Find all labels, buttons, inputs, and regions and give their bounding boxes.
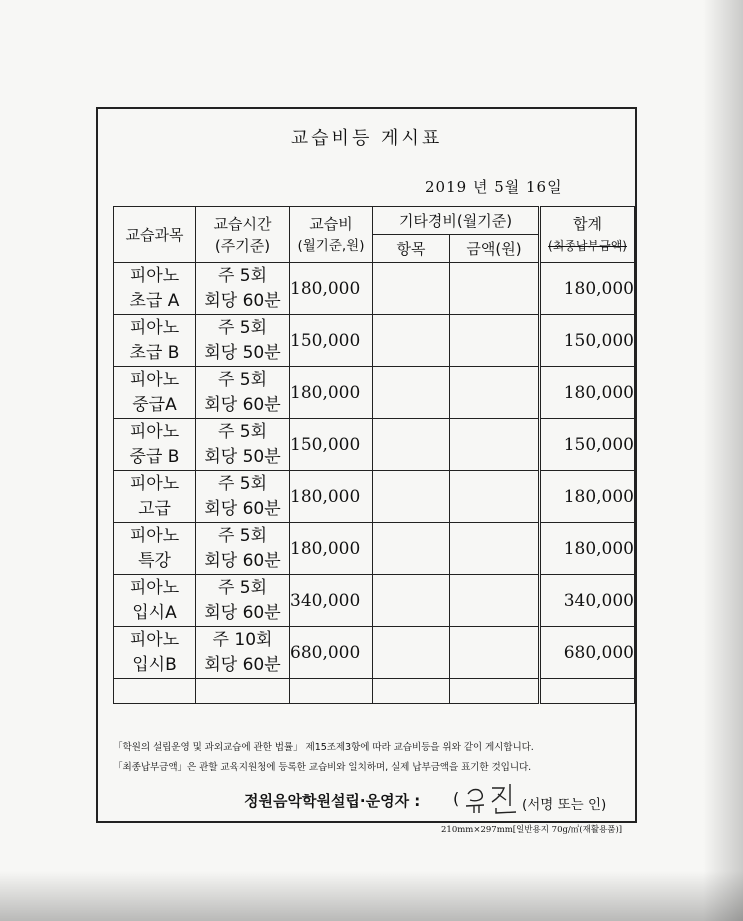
cell-subject-text: 고급 xyxy=(138,498,171,519)
cell-total-text: 180,000 xyxy=(563,382,635,403)
cell-other-item xyxy=(373,263,450,315)
header-time xyxy=(196,207,290,263)
cell-time-text: 주 5회 xyxy=(217,421,268,442)
cell-other-amount xyxy=(450,315,540,367)
cell-total-text: 680,000 xyxy=(563,642,635,663)
cell-subject-text: 입시B xyxy=(132,654,177,675)
cell-total xyxy=(540,523,635,575)
cell-time-text: 주 5회 xyxy=(217,265,268,286)
cell-total-text: 180,000 xyxy=(563,486,635,507)
cell-other-item xyxy=(373,419,450,471)
cell-fee xyxy=(290,627,373,679)
cell-time-text: 회당 60분 xyxy=(204,498,281,519)
cell-fee-text: 150,000 xyxy=(290,330,361,351)
cell-other-item xyxy=(373,471,450,523)
table-row xyxy=(114,627,635,679)
header-time-line1: 교습시간 xyxy=(213,214,272,233)
cell-time-text: 회당 50분 xyxy=(204,342,281,363)
cell-other-item xyxy=(373,523,450,575)
cell-time xyxy=(196,367,290,419)
cell-fee xyxy=(290,367,373,419)
cell-subject xyxy=(114,627,196,679)
cell-time-text: 회당 60분 xyxy=(204,394,281,415)
cell-fee-text: 180,000 xyxy=(290,382,361,403)
cell-subject-text: 피아노 xyxy=(129,265,180,286)
cell-other-item xyxy=(373,627,450,679)
paper-spec: 210mm×297mm[일반용지 70g/㎡(재활용품)] xyxy=(441,825,623,835)
cell-fee xyxy=(290,419,373,471)
cell-subject-text: 중급A xyxy=(132,394,177,415)
document-date: 2019 년 5월 16일 xyxy=(425,178,563,196)
cell-total xyxy=(540,263,635,315)
cell-subject xyxy=(114,367,196,419)
header-other-amount: 금액(원) xyxy=(450,235,540,263)
cell-time xyxy=(196,419,290,471)
cell-subject xyxy=(114,419,196,471)
header-fee xyxy=(290,207,373,263)
cell-other-item xyxy=(373,315,450,367)
cell-total-text: 180,000 xyxy=(563,538,635,559)
header-total-line1: 합계 xyxy=(573,214,602,233)
cell-subject xyxy=(114,471,196,523)
table-row xyxy=(114,367,635,419)
table-row xyxy=(114,315,635,367)
cell-total xyxy=(540,627,635,679)
cell-total-text: 150,000 xyxy=(563,330,635,351)
cell-fee-text: 180,000 xyxy=(290,486,361,507)
cell-other-amount xyxy=(450,263,540,315)
header-total xyxy=(540,207,635,263)
cell-other-amount xyxy=(450,627,540,679)
legal-notice xyxy=(113,738,633,778)
cell-subject-text: 입시A xyxy=(132,602,177,623)
cell-subject-text: 특강 xyxy=(138,550,171,571)
cell-other-amount xyxy=(450,367,540,419)
cell-time-text: 회당 60분 xyxy=(204,654,281,675)
cell-total xyxy=(540,367,635,419)
header-other-item: 항목 xyxy=(373,235,450,263)
header-other: 기타경비(월기준) xyxy=(373,207,540,235)
empty-cell xyxy=(450,679,540,704)
cell-subject xyxy=(114,315,196,367)
cell-time-text: 회당 60분 xyxy=(204,550,281,571)
cell-fee xyxy=(290,523,373,575)
header-time-line2: (주기준) xyxy=(214,236,271,255)
cell-total xyxy=(540,471,635,523)
cell-subject-text: 피아노 xyxy=(129,421,180,442)
cell-subject-text: 초급 B xyxy=(129,342,180,363)
cell-total xyxy=(540,315,635,367)
legal-notice-line2: 「최종납부금액」은 관할 교육지원청에 등록한 교습비와 일치하며, 실제 납부금액을 표기한 것입니다. xyxy=(113,762,532,773)
cell-time xyxy=(196,263,290,315)
cell-other-amount xyxy=(450,419,540,471)
header-fee-line1: 교습비 xyxy=(309,214,353,233)
cell-subject xyxy=(114,523,196,575)
cell-fee-text: 340,000 xyxy=(290,590,361,611)
header-fee-line2: (월기준,원) xyxy=(297,237,365,254)
cell-time-text: 회당 60분 xyxy=(204,290,281,311)
fee-table xyxy=(113,206,635,704)
cell-total-text: 150,000 xyxy=(563,434,635,455)
cell-subject-text: 피아노 xyxy=(129,473,180,494)
cell-time xyxy=(196,523,290,575)
cell-total-text: 180,000 xyxy=(563,278,635,299)
signature-paren: ( xyxy=(453,789,460,808)
empty-cell xyxy=(290,679,373,704)
document-title: 교습비등 게시표 xyxy=(290,128,443,149)
cell-fee-text: 680,000 xyxy=(290,642,361,663)
cell-subject-text: 피아노 xyxy=(129,317,180,338)
cell-total xyxy=(540,419,635,471)
cell-fee xyxy=(290,315,373,367)
header-row xyxy=(114,207,635,235)
cell-subject-text: 피아노 xyxy=(129,525,180,546)
cell-time-text: 회당 50분 xyxy=(204,446,281,467)
cell-other-amount xyxy=(450,523,540,575)
operator-label: 정원음악학원설립·운영자 : xyxy=(244,792,421,810)
cell-total xyxy=(540,575,635,627)
legal-notice-line1: 「학원의 설립운영 및 과외교습에 관한 법률」 제15조제3항에 따라 교습비등을 위와 같이 게시합니다. xyxy=(113,742,534,753)
cell-time xyxy=(196,627,290,679)
empty-cell xyxy=(196,679,290,704)
cell-time-text: 주 5회 xyxy=(217,577,268,598)
cell-fee xyxy=(290,263,373,315)
cell-subject-text: 피아노 xyxy=(129,577,180,598)
cell-fee-text: 180,000 xyxy=(290,538,361,559)
cell-time xyxy=(196,315,290,367)
handwritten-signature xyxy=(462,780,524,816)
signature-note: (서명 또는 인) xyxy=(522,797,607,813)
cell-time-text: 주 5회 xyxy=(217,317,268,338)
empty-cell xyxy=(114,679,196,704)
cell-fee xyxy=(290,575,373,627)
table-row xyxy=(114,575,635,627)
cell-subject-text: 피아노 xyxy=(129,369,180,390)
table-row xyxy=(114,419,635,471)
table-row-empty xyxy=(114,679,635,704)
cell-time-text: 주 5회 xyxy=(217,473,268,494)
cell-subject-text: 피아노 xyxy=(129,629,180,650)
empty-cell xyxy=(373,679,450,704)
table-row xyxy=(114,471,635,523)
header-subject: 교습과목 xyxy=(114,207,196,263)
cell-total-text: 340,000 xyxy=(563,590,635,611)
cell-subject-text: 초급 A xyxy=(129,290,180,311)
empty-cell xyxy=(540,679,635,704)
photo-shadow-bottom xyxy=(0,871,743,921)
cell-time-text: 주 10회 xyxy=(212,629,273,650)
cell-other-amount xyxy=(450,471,540,523)
cell-time xyxy=(196,575,290,627)
header-total-line2: (최종납부금액) xyxy=(548,238,627,253)
cell-other-item xyxy=(373,575,450,627)
cell-time-text: 회당 60분 xyxy=(204,602,281,623)
cell-fee-text: 150,000 xyxy=(290,434,361,455)
cell-time xyxy=(196,471,290,523)
table-row xyxy=(114,523,635,575)
cell-subject xyxy=(114,263,196,315)
cell-subject-text: 중급 B xyxy=(129,446,180,467)
cell-subject xyxy=(114,575,196,627)
table-row xyxy=(114,263,635,315)
photo-shadow-right xyxy=(703,0,743,921)
cell-fee xyxy=(290,471,373,523)
cell-time-text: 주 5회 xyxy=(217,369,268,390)
cell-other-amount xyxy=(450,575,540,627)
cell-time-text: 주 5회 xyxy=(217,525,268,546)
cell-other-item xyxy=(373,367,450,419)
cell-fee-text: 180,000 xyxy=(290,278,361,299)
